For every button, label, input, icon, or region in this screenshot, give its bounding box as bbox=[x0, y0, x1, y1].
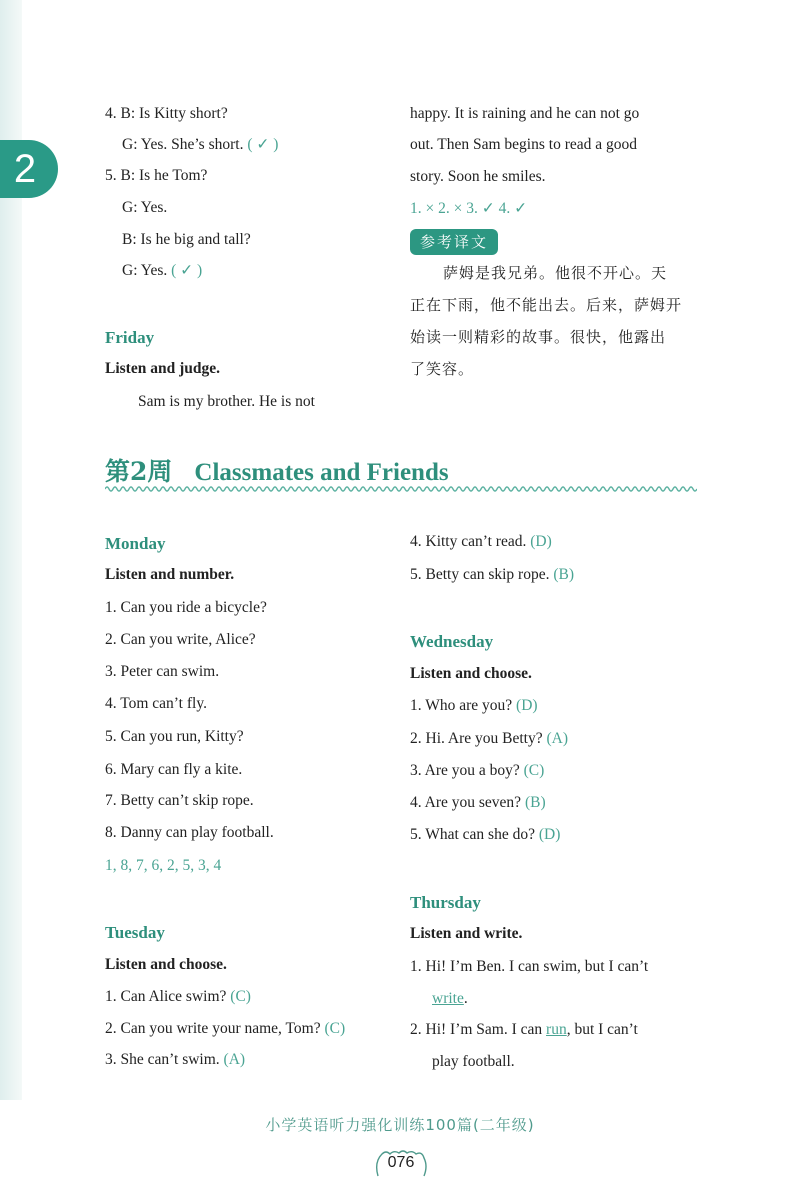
answer-mark: (D) bbox=[538, 826, 561, 843]
list-item: 4. Are you seven? (B) bbox=[410, 794, 546, 811]
answer-line: 1, 8, 7, 6, 2, 5, 3, 4 bbox=[105, 857, 222, 874]
reference-translation-label: 参考译文 bbox=[410, 229, 498, 255]
list-item: 3. Peter can swim. bbox=[105, 663, 220, 680]
section-heading-wednesday: Wednesday bbox=[410, 632, 494, 651]
list-item: 1. Can you ride a bicycle? bbox=[105, 599, 267, 616]
passage-line: out. Then Sam begins to read a good bbox=[410, 136, 638, 153]
dialog-line: G: Yes. bbox=[122, 199, 168, 216]
passage-line: happy. It is raining and he can not go bbox=[410, 105, 640, 122]
dialog-line: G: Yes. She’s short. ( ✓ ) bbox=[122, 136, 279, 153]
answer-mark: (C) bbox=[324, 1020, 346, 1037]
task-instruction: Listen and choose. bbox=[410, 665, 532, 682]
answer-mark: (D) bbox=[530, 533, 552, 550]
list-item: 5. Betty can skip rope. (B) bbox=[410, 566, 575, 583]
dialog-line: G: Yes. ( ✓ ) bbox=[122, 262, 203, 279]
list-item: 2. Can you write your name, Tom? (C) bbox=[105, 1020, 346, 1037]
filled-answer: write bbox=[432, 990, 464, 1007]
task-instruction: Listen and write. bbox=[410, 925, 523, 942]
task-instruction: Listen and choose. bbox=[105, 956, 227, 973]
answer-mark: (B) bbox=[524, 794, 546, 811]
answer-mark: (D) bbox=[516, 697, 538, 714]
week-number: 第2周 bbox=[105, 457, 173, 486]
answer-mark: (C) bbox=[230, 988, 251, 1005]
dialog-line: 4. B: Is Kitty short? bbox=[105, 105, 228, 122]
list-item: 2. Can you write, Alice? bbox=[105, 631, 256, 648]
filled-answer: run bbox=[546, 1021, 567, 1038]
list-item: 8. Danny can play football. bbox=[105, 824, 274, 841]
translation-line: 了笑容。 bbox=[410, 360, 475, 378]
dialog-line: 5. B: Is he Tom? bbox=[105, 167, 208, 184]
translation-line: 正在下雨，他不能出去。后来，萨姆开 bbox=[410, 296, 683, 314]
section-heading-thursday: Thursday bbox=[410, 893, 481, 912]
list-item: 2. Hi! I’m Sam. I can run, but I can’t bbox=[410, 1021, 638, 1038]
passage-line: story. Soon he smiles. bbox=[410, 168, 546, 185]
chapter-tab bbox=[0, 140, 58, 198]
answer-mark: (A) bbox=[223, 1051, 246, 1068]
list-item: 1. Hi! I’m Ben. I can swim, but I can’t bbox=[410, 958, 649, 975]
answer-mark: ( ✓ ) bbox=[171, 262, 203, 279]
section-heading-tuesday: Tuesday bbox=[105, 923, 165, 942]
list-item: 6. Mary can fly a kite. bbox=[105, 761, 243, 778]
answer-mark: (B) bbox=[553, 566, 575, 583]
page-number: 076 bbox=[372, 1148, 430, 1178]
chapter-number: 2 bbox=[13, 146, 37, 191]
list-item: 4. Kitty can’t read. (D) bbox=[410, 533, 552, 550]
section-heading-monday: Monday bbox=[105, 534, 166, 553]
translation-line: 始读一则精彩的故事。很快，他露出 bbox=[410, 328, 667, 346]
list-item: 4. Tom can’t fly. bbox=[105, 695, 207, 712]
list-item: write. bbox=[432, 990, 468, 1007]
answer-mark: ( ✓ ) bbox=[247, 136, 279, 153]
list-item: 5. What can she do? (D) bbox=[410, 826, 561, 843]
passage-line: Sam is my brother. He is not bbox=[138, 393, 315, 410]
task-instruction: Listen and judge. bbox=[105, 360, 220, 377]
section-heading-friday: Friday bbox=[105, 328, 155, 347]
list-item: 5. Can you run, Kitty? bbox=[105, 728, 244, 745]
week-title: Classmates and Friends bbox=[194, 459, 449, 486]
answer-mark: (C) bbox=[523, 762, 545, 779]
task-instruction: Listen and number. bbox=[105, 566, 235, 583]
list-item: 3. Are you a boy? (C) bbox=[410, 762, 545, 779]
list-item: 1. Who are you? (D) bbox=[410, 697, 538, 714]
wavy-divider bbox=[105, 484, 697, 494]
answer-line: 1. × 2. × 3. ✓ 4. ✓ bbox=[410, 200, 528, 217]
translation-line: 萨姆是我兄弟。他很不开心。天 bbox=[443, 264, 668, 282]
list-item: play football. bbox=[432, 1053, 515, 1070]
list-item: 7. Betty can’t skip rope. bbox=[105, 792, 254, 809]
list-item: 2. Hi. Are you Betty? (A) bbox=[410, 730, 568, 747]
list-item: 1. Can Alice swim? (C) bbox=[105, 988, 251, 1005]
answer-mark: (A) bbox=[546, 730, 568, 747]
dialog-line: B: Is he big and tall? bbox=[122, 231, 251, 248]
list-item: 3. She can’t swim. (A) bbox=[105, 1051, 246, 1068]
book-title: 小学英语听力强化训练100篇(二年级) bbox=[265, 1116, 535, 1134]
